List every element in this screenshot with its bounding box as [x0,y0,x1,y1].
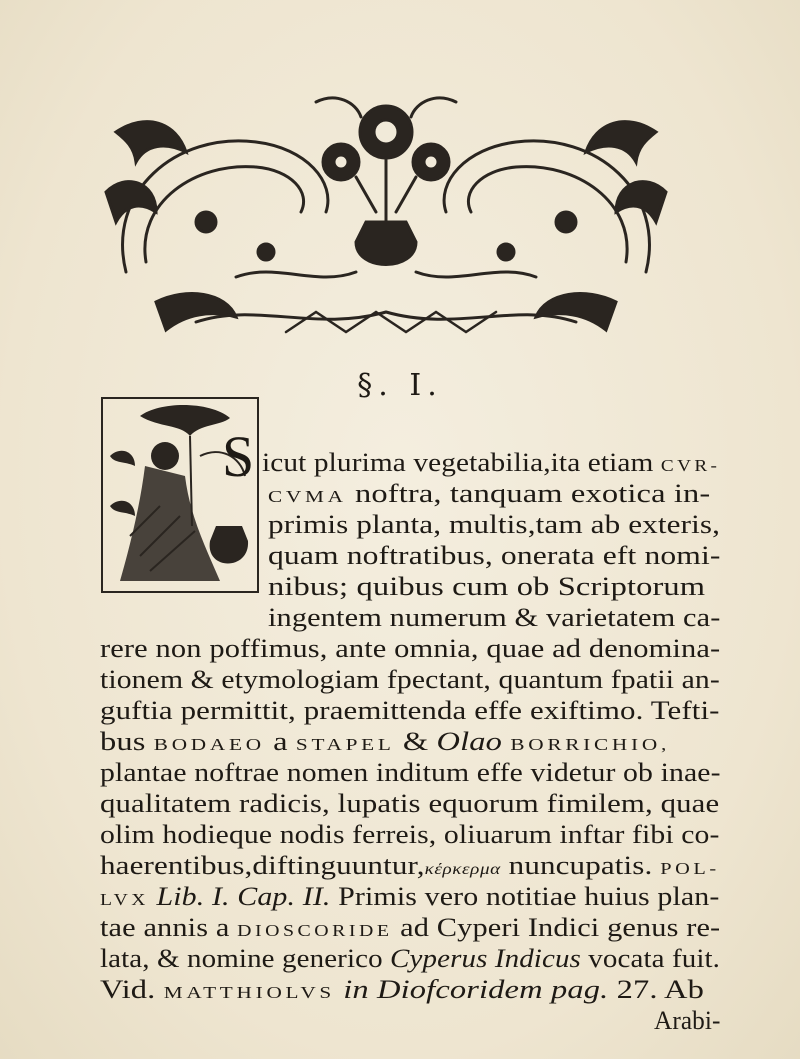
text-segment: noftra, tanquam exotica in- [346,479,711,508]
text-segment: nibus; quibus cum ob Scriptorum [268,572,706,601]
text-segment: LVX [100,890,149,909]
text-segment: & [394,727,437,756]
text-segment: a [264,727,296,756]
text-line [100,789,719,819]
text-segment: Cyperus Indicus [390,944,581,973]
text-line [100,696,720,726]
text-segment: Vid. [100,975,164,1004]
text-line [268,510,720,540]
text-segment: qualitatem radicis, lupatis equorum fimilem, quae [100,789,720,818]
text-line [262,448,720,481]
text-segment: Lib. I. Cap. II. [156,882,331,911]
text-line [100,882,720,915]
text-segment: ad Cyperi Indici genus re- [392,913,721,942]
text-segment: lata, & nomine generico [100,944,391,973]
text-segment: plantae noftrae nomen inditum effe videtur ob inae- [100,758,721,787]
text-segment: bus [100,727,154,756]
text-line [100,913,720,946]
text-segment: vocata fuit. [580,944,721,973]
text-segment: ingentem numerum & varietatem ca- [268,603,721,632]
text-line [100,665,720,695]
text-line [100,758,721,788]
text-segment: rere non poffimus, ante omnia, quae ad denomina- [100,634,721,663]
text-segment: nuncupatis. [500,851,661,880]
text-segment: POL- [660,859,720,878]
section-heading: §. I. [357,368,443,403]
drop-cap-letter: S [222,424,255,489]
text-segment: 27. Ab [608,975,705,1004]
text-segment [335,975,343,1004]
text-line [654,1006,720,1036]
text-segment: Arabi- [654,1006,721,1035]
text-segment: Olao [436,727,503,756]
text-line [100,820,720,850]
text-segment: icut plurima vegetabilia,ita etiam [262,448,661,477]
text-line [100,975,704,1008]
text-line [100,944,720,974]
text-segment: primis planta, multis,tam ab exteris, [268,510,721,539]
text-line [268,603,720,633]
text-line [268,479,710,512]
text-segment: tionem & etymologiam fpectant, quantum fpatii an- [100,665,720,694]
text-line [268,572,705,602]
text-segment: BORRICHIO, [510,735,671,754]
floral-headpiece [86,72,686,342]
text-line [100,727,670,760]
text-segment: κέρκερμα [424,861,501,878]
text-segment: Primis vero notitiae huius plan- [330,882,720,911]
text-line [100,851,720,885]
text-line [268,541,721,571]
text-segment: in Diofcoridem pag. [343,975,609,1004]
text-segment [149,882,157,911]
text-segment: BODAEO [153,735,265,754]
text-segment: olim hodieque nodis ferreis, oliuarum inftar fibi co- [100,820,720,849]
text-segment: STAPEL [295,735,395,754]
text-segment: guftia permittit, praemittenda effe exiftimo. Tefti- [100,696,720,725]
text-segment: MATTHIOLVS [163,983,335,1002]
text-segment: CVR- [660,456,721,475]
text-segment: quam noftratibus, onerata eft nomi- [268,541,721,570]
text-segment: tae annis a [100,913,238,942]
text-segment: CVMA [268,487,347,506]
text-segment: DIOSCORIDE [237,921,393,940]
text-segment: haerentibus,diftinguuntur, [100,851,425,880]
text-line [100,634,720,664]
